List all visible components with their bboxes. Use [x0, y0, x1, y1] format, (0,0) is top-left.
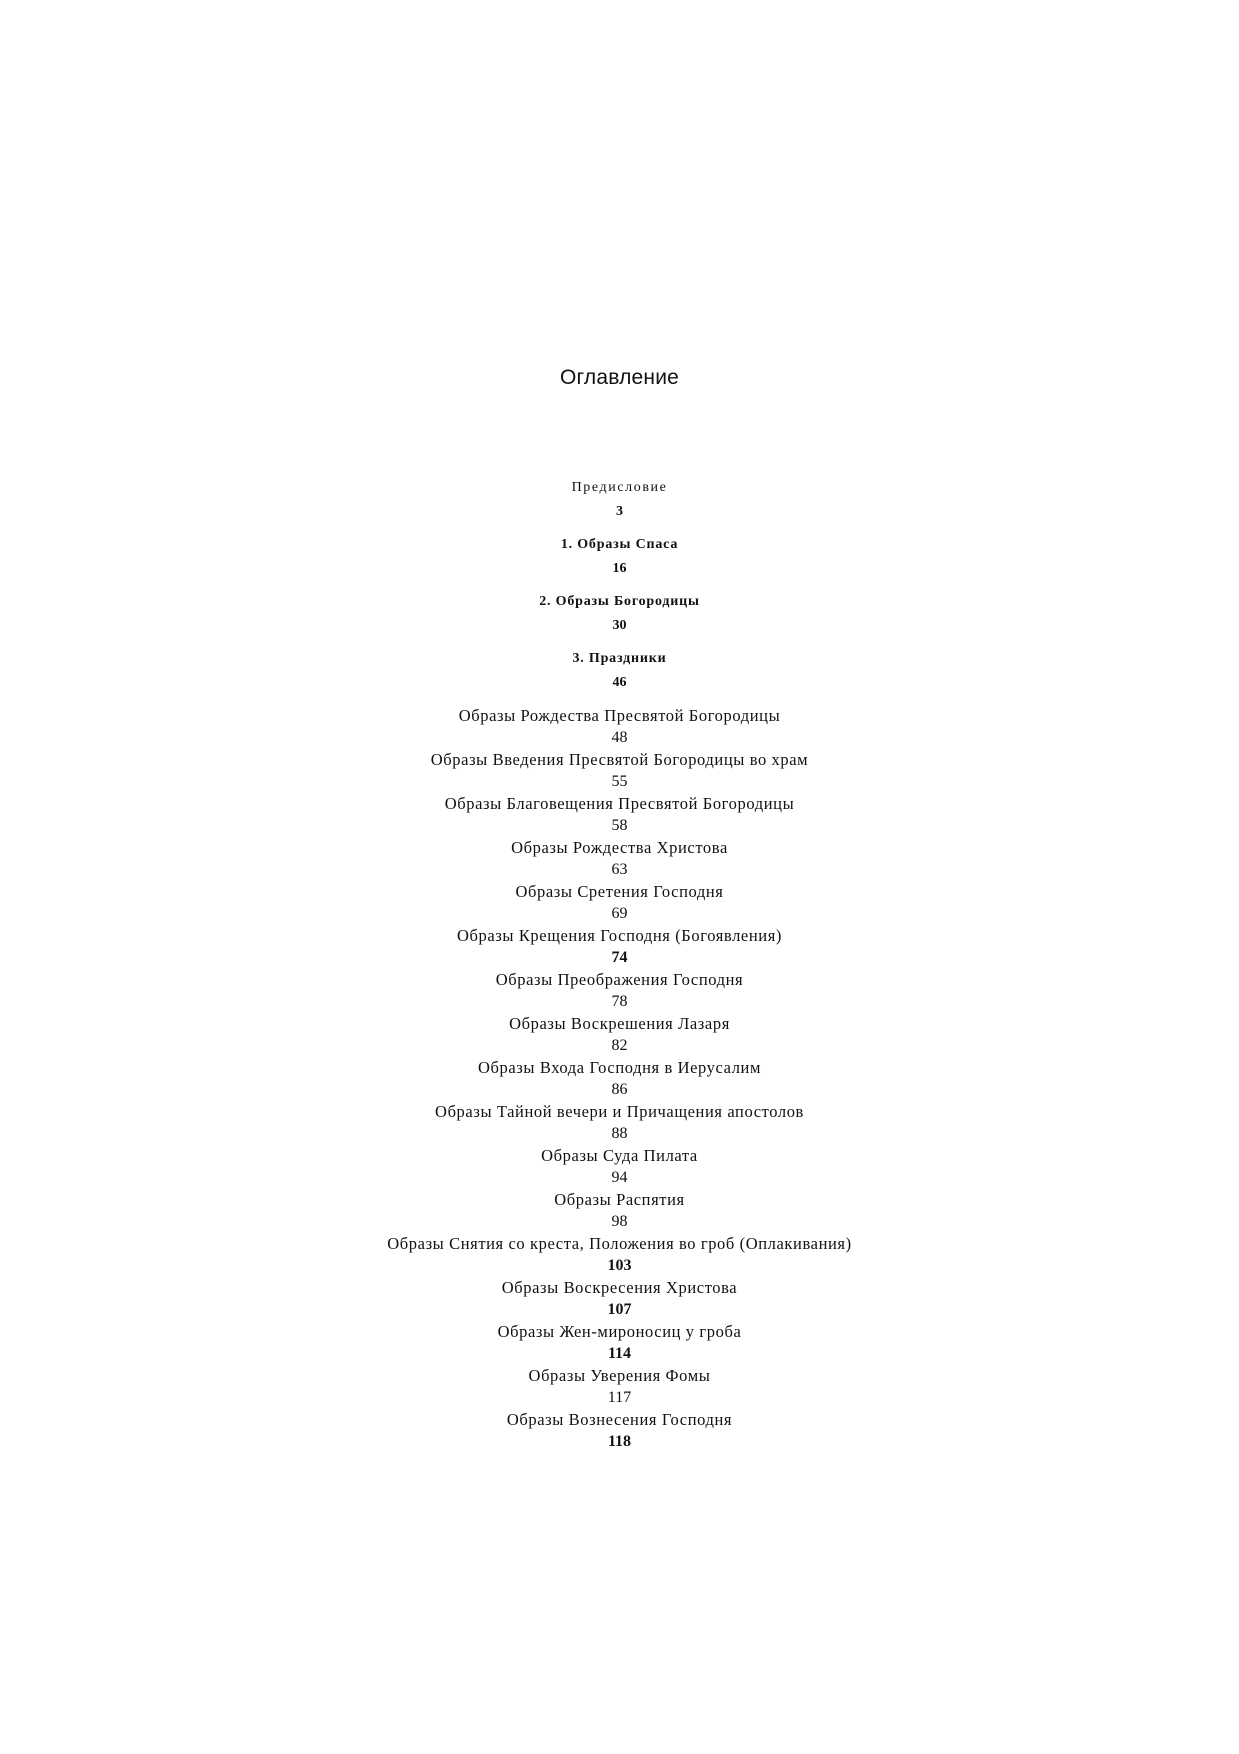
toc-entry-page: 69 — [611, 905, 628, 922]
toc-entry-section[interactable] — [0, 925, 1239, 969]
toc-entry-page: 98 — [611, 1213, 628, 1230]
toc-entry-page: 74 — [611, 949, 628, 966]
toc-entry-chapter[interactable] — [0, 590, 1239, 638]
toc-entry-section[interactable] — [0, 969, 1239, 1013]
toc-entry-page: 46 — [612, 675, 627, 690]
toc-entry-section[interactable] — [0, 1057, 1239, 1101]
toc-entry-title: Образы Жен-мироносиц у гроба — [497, 1322, 742, 1341]
toc-entry-section[interactable] — [0, 1277, 1239, 1321]
table-of-contents — [0, 476, 1239, 1453]
toc-entry-page: 3 — [616, 504, 623, 519]
toc-entry-page: 63 — [611, 861, 628, 878]
toc-entry-chapter[interactable] — [0, 647, 1239, 695]
toc-entry-title: Образы Вознесения Господня — [506, 1410, 733, 1429]
toc-entry-title: Образы Воскрешения Лазаря — [509, 1014, 730, 1033]
toc-entry-title: Образы Тайной вечери и Причащения апостолов — [435, 1102, 804, 1121]
toc-entry-section[interactable] — [0, 1233, 1239, 1277]
toc-entry-title: Образы Рождества Христова — [511, 838, 728, 857]
toc-entry-title: 3. Праздники — [572, 651, 667, 666]
toc-entry-title: 1. Образы Спаса — [560, 537, 679, 552]
toc-entry-page: 86 — [611, 1081, 628, 1098]
toc-entry-section[interactable] — [0, 705, 1239, 749]
toc-entry-section[interactable] — [0, 1145, 1239, 1189]
toc-entry-page: 118 — [607, 1433, 632, 1450]
toc-entry-preface[interactable] — [0, 476, 1239, 524]
toc-entry-section[interactable] — [0, 881, 1239, 925]
toc-entry-section[interactable] — [0, 793, 1239, 837]
toc-entry-page: 82 — [611, 1037, 628, 1054]
toc-entry-title: Образы Уверения Фомы — [528, 1366, 711, 1385]
toc-entry-title: Образы Снятия со креста, Положения во гроб (Оплакивания) — [387, 1234, 852, 1253]
toc-entry-page: 94 — [611, 1169, 628, 1186]
toc-section-list — [0, 705, 1239, 1453]
toc-entry-title: Образы Преображения Господня — [495, 970, 744, 989]
toc-entry-page: 48 — [611, 729, 628, 746]
toc-entry-title: Образы Крещения Господня (Богоявления) — [457, 926, 782, 945]
toc-entry-section[interactable] — [0, 1365, 1239, 1409]
toc-entry-page: 103 — [607, 1257, 632, 1274]
toc-entry-page: 30 — [612, 618, 627, 633]
toc-entry-title: Образы Сретения Господня — [515, 882, 724, 901]
toc-entry-section[interactable] — [0, 1189, 1239, 1233]
toc-entry-title: Предисловие — [571, 480, 668, 495]
toc-entry-title: Образы Суда Пилата — [541, 1146, 698, 1165]
toc-entry-section[interactable] — [0, 837, 1239, 881]
toc-entry-title: Образы Входа Господня в Иерусалим — [478, 1058, 761, 1077]
toc-entry-page: 117 — [607, 1389, 632, 1406]
toc-entry-title: Образы Введения Пресвятой Богородицы во храм — [430, 750, 809, 769]
toc-entry-section[interactable] — [0, 1013, 1239, 1057]
toc-entry-page: 88 — [611, 1125, 628, 1142]
toc-entry-title: Образы Благовещения Пресвятой Богородицы — [444, 794, 795, 813]
toc-entry-section[interactable] — [0, 1101, 1239, 1145]
toc-entry-title: Образы Распятия — [554, 1190, 685, 1209]
toc-entry-page: 107 — [607, 1301, 632, 1318]
toc-entry-page: 58 — [611, 817, 628, 834]
toc-entry-section[interactable] — [0, 1409, 1239, 1453]
toc-entry-chapter[interactable] — [0, 533, 1239, 581]
toc-entry-page: 16 — [612, 561, 627, 576]
toc-entry-title: Образы Воскресения Христова — [501, 1278, 738, 1297]
toc-entry-page: 55 — [611, 773, 628, 790]
page-title: Оглавление — [559, 366, 680, 389]
toc-entry-section[interactable] — [0, 1321, 1239, 1365]
toc-entry-section[interactable] — [0, 749, 1239, 793]
toc-entry-page: 78 — [611, 993, 628, 1010]
toc-entry-title: Образы Рождества Пресвятой Богородицы — [458, 706, 781, 725]
toc-entry-title: 2. Образы Богородицы — [539, 594, 700, 609]
toc-entry-page: 114 — [607, 1345, 632, 1362]
